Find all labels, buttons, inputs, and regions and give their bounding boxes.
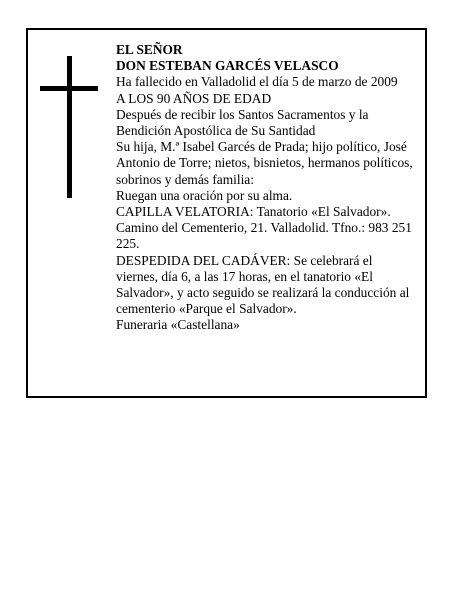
chapel-line-3: 225. — [116, 236, 140, 252]
title-line: EL SEÑOR — [116, 42, 183, 57]
farewell-line-4: cementerio «Parque el Salvador». — [116, 301, 297, 317]
chapel-line-1: CAPILLA VELATORIA: Tanatorio «El Salvador». — [116, 204, 391, 220]
chapel-line-2: Camino del Cementerio, 21. Valladolid. Tfno.: 983 251 — [116, 220, 412, 236]
farewell-line-2: viernes, día 6, a las 17 horas, en el tanatorio «El — [116, 268, 373, 284]
obituary-notice — [26, 28, 427, 398]
cross-icon-horizontal-bar — [40, 86, 98, 91]
notice-text — [116, 42, 416, 334]
cross-icon-vertical-bar — [67, 56, 72, 198]
family-line-3: sobrinos y demás familia: — [116, 171, 254, 187]
age-line: A LOS 90 AÑOS DE EDAD — [116, 90, 272, 106]
prayer-line: Ruegan una oración por su alma. — [116, 187, 293, 203]
family-line-2: Antonio de Torre; nietos, bisnietos, hermanos políticos, — [116, 155, 413, 171]
sacraments-line-1: Después de recibir los Santos Sacramentos y la — [116, 106, 369, 122]
deceased-name: DON ESTEBAN GARCÉS VELASCO — [116, 58, 339, 74]
death-date-line: Ha fallecido en Valladolid el día 5 de marzo de 2009 — [116, 74, 398, 90]
sacraments-line-2: Bendición Apostólica de Su Santidad — [116, 123, 316, 139]
farewell-line-1: DESPEDIDA DEL CADÁVER: Se celebrará el — [116, 252, 373, 268]
funeral-home-line: Funeraria «Castellana» — [116, 317, 240, 333]
farewell-line-3: Salvador», y acto seguido se realizará la conducción al — [116, 285, 410, 301]
family-line-1: Su hija, M.ª Isabel Garcés de Prada; hijo político, José — [116, 139, 407, 155]
